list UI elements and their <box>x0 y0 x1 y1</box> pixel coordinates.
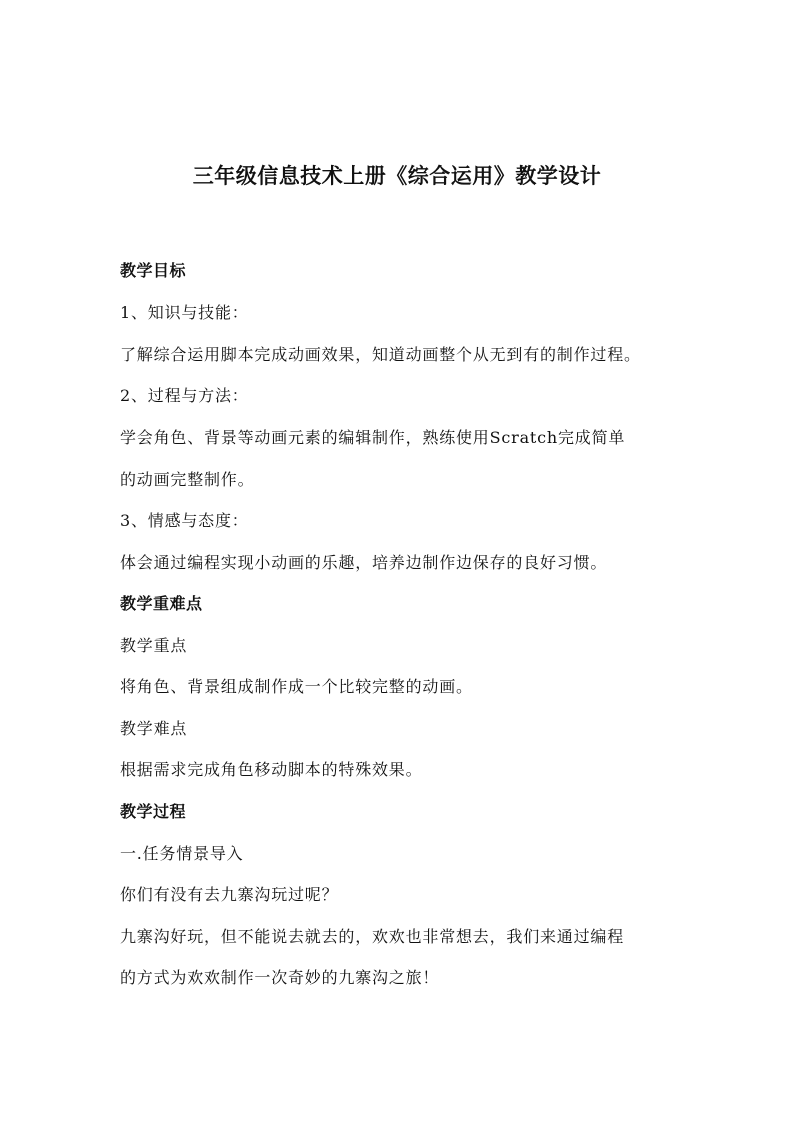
subheading-difficult-points: 教学难点 <box>120 719 188 738</box>
paragraph-process-methods-1: 学会角色、背景等动画元素的编辑制作，熟练使用Scratch完成简单 <box>120 428 626 447</box>
section-heading-key-difficult-points: 教学重难点 <box>120 594 203 613</box>
paragraph-difficult-points: 根据需求完成角色移动脚本的特殊效果。 <box>120 760 423 779</box>
subheading-process-methods: 2、过程与方法： <box>120 386 249 405</box>
paragraph-emotion-attitude: 体会通过编程实现小动画的乐趣，培养边制作边保存的良好习惯。 <box>120 553 608 572</box>
paragraph-intro-1: 九寨沟好玩，但不能说去就去的，欢欢也非常想去，我们来通过编程 <box>120 927 625 946</box>
section-heading-teaching-process: 教学过程 <box>120 802 187 821</box>
document-title: 三年级信息技术上册《综合运用》教学设计 <box>192 164 602 188</box>
paragraph-intro-2: 的方式为欢欢制作一次奇妙的九寨沟之旅！ <box>120 968 440 987</box>
paragraph-process-methods-2: 的动画完整制作。 <box>120 470 255 489</box>
paragraph-question: 你们有没有去九寨沟玩过呢？ <box>120 885 339 904</box>
paragraph-key-points: 将角色、背景组成制作成一个比较完整的动画。 <box>120 677 473 696</box>
paragraph-knowledge-skills: 了解综合运用脚本完成动画效果，知道动画整个从无到有的制作过程。 <box>120 345 641 364</box>
subheading-scenario-intro: 一.任务情景导入 <box>120 844 244 863</box>
subheading-knowledge-skills: 1、知识与技能： <box>120 303 249 322</box>
subheading-key-points: 教学重点 <box>120 636 188 655</box>
subheading-emotion-attitude: 3、情感与态度： <box>120 511 249 530</box>
section-heading-objectives: 教学目标 <box>120 261 187 280</box>
